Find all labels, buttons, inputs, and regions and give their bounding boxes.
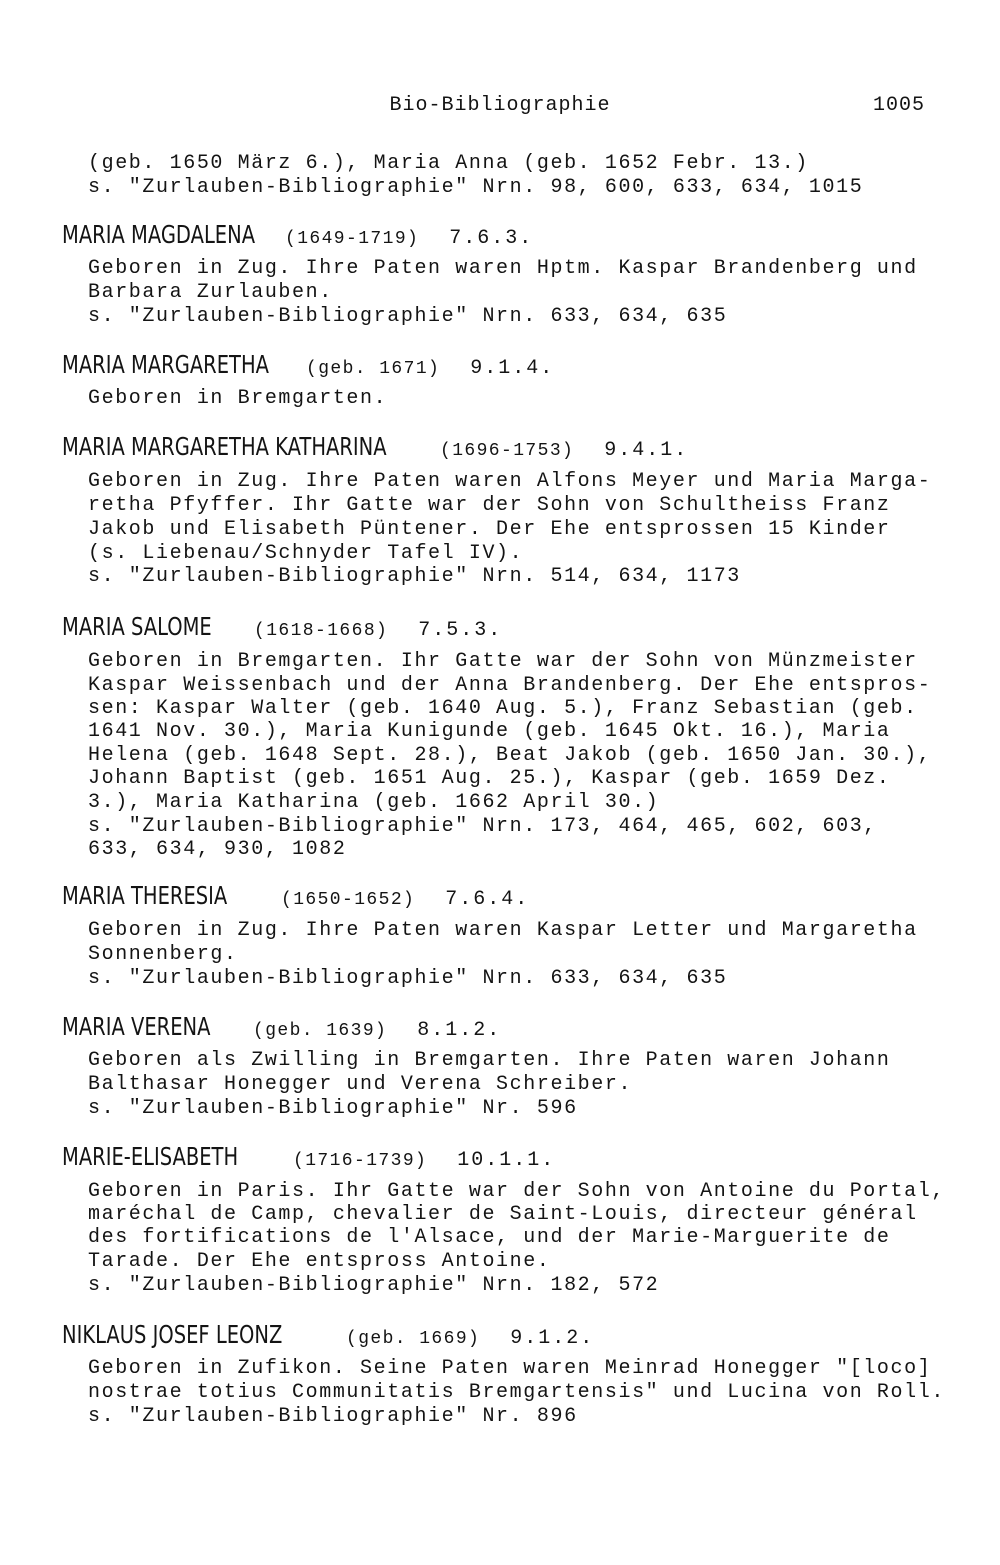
entry-code: 9.1.2. [510,1327,595,1350]
intro-line: s. "Zurlauben-Bibliographie" Nrn. 98, 600, 633, 634, 1015 [88,176,864,199]
entry-line: Geboren in Zug. Ihre Paten waren Hptm. Kaspar Brandenberg und [88,257,918,280]
entry-line: Geboren in Zug. Ihre Paten waren Kaspar Letter und Margaretha [88,919,918,942]
entry-heading [62,881,529,911]
entry-name: MARIE-ELISABETH [62,1142,239,1171]
entry-line: retha Pfyffer. Ihr Gatte war der Sohn von Schultheiss Franz [88,494,891,517]
entry-line: sen: Kaspar Walter (geb. 1640 Aug. 5.), Franz Sebastian (geb. [88,697,918,720]
entry-heading [62,612,502,642]
entry-line: Geboren in Paris. Ihr Gatte war der Sohn von Antoine du Portal, [88,1180,945,1203]
entry-name: MARIA MARGARETHA KATHARINA [62,432,387,461]
entry-heading [62,1320,594,1350]
entry-code: 8.1.2. [417,1019,502,1042]
entry-code: 9.4.1. [604,439,689,462]
entry-line: Sonnenberg. [88,943,238,966]
entry-heading [62,350,554,380]
entry-dates: (1650-1652) [281,890,416,910]
entry-line: nostrae totius Communitatis Bremgartensis" und Lucina von Roll. [88,1381,945,1404]
entry-line: s. "Zurlauben-Bibliographie" Nr. 896 [88,1405,578,1428]
entry-line: Geboren in Bremgarten. Ihr Gatte war der Sohn von Münzmeister [88,650,918,673]
entry-line: Geboren in Bremgarten. [88,387,388,410]
entry-code: 7.6.3. [449,227,534,250]
entry-heading [62,1142,555,1172]
entry-line: s. "Zurlauben-Bibliographie" Nrn. 633, 634, 635 [88,967,728,990]
entry-line: Helena (geb. 1648 Sept. 28.), Beat Jakob (geb. 1650 Jan. 30.), [88,744,932,767]
entry-dates: (1618-1668) [254,621,389,641]
entry-name: MARIA SALOME [62,612,212,641]
entry-line: 633, 634, 930, 1082 [88,838,347,861]
entry-line: s. "Zurlauben-Bibliographie" Nrn. 514, 634, 1173 [88,565,741,588]
entry-heading [62,1012,501,1042]
page-number: 1005 [873,94,926,117]
entry-line: 1641 Nov. 30.), Maria Kunigunde (geb. 1645 Okt. 16.), Maria [88,720,891,743]
entry-dates: (1716-1739) [293,1151,428,1171]
entry-line: Barbara Zurlauben. [88,281,333,304]
entry-code: 10.1.1. [457,1149,556,1172]
entry-line: Tarade. Der Ehe entspross Antoine. [88,1250,551,1273]
entry-name: MARIA MAGDALENA [62,220,256,249]
entry-line: Balthasar Honegger und Verena Schreiber. [88,1073,633,1096]
entry-line: 3.), Maria Katharina (geb. 1662 April 30.) [88,791,660,814]
entry-dates: (geb. 1669) [346,1329,481,1349]
entry-code: 7.6.4. [445,888,530,911]
entry-heading [62,432,688,462]
entry-line: Geboren in Zufikon. Seine Paten waren Meinrad Honegger "[loco] [88,1357,932,1380]
intro-line: (geb. 1650 März 6.), Maria Anna (geb. 1652 Febr. 13.) [88,152,809,175]
entry-name: NIKLAUS JOSEF LEONZ [62,1320,283,1349]
entry-heading [62,220,533,250]
entry-line: Johann Baptist (geb. 1651 Aug. 25.), Kaspar (geb. 1659 Dez. [88,767,891,790]
entry-line: (s. Liebenau/Schnyder Tafel IV). [88,542,524,565]
entry-line: s. "Zurlauben-Bibliographie" Nrn. 633, 634, 635 [88,305,728,328]
entry-line: maréchal de Camp, chevalier de Saint-Louis, directeur général [88,1203,918,1226]
entry-code: 9.1.4. [470,357,555,380]
entry-line: s. "Zurlauben-Bibliographie" Nrn. 173, 464, 465, 602, 603, [88,815,877,838]
entry-line: Kaspar Weissenbach und der Anna Brandenberg. Der Ehe entspros- [88,674,932,697]
entry-name: MARIA MARGARETHA [62,350,269,379]
entry-dates: (1696-1753) [440,441,575,461]
entry-line: s. "Zurlauben-Bibliographie" Nrn. 182, 572 [88,1274,660,1297]
entry-line: Geboren in Zug. Ihre Paten waren Alfons Meyer und Maria Marga- [88,470,932,493]
entry-name: MARIA VERENA [62,1012,211,1041]
entry-dates: (1649-1719) [285,229,420,249]
entry-dates: (geb. 1671) [306,359,441,379]
entry-name: MARIA THERESIA [62,881,228,910]
entry-code: 7.5.3. [418,619,503,642]
entry-line: Geboren als Zwilling in Bremgarten. Ihre Paten waren Johann [88,1049,891,1072]
entry-line: des fortifications de l'Alsace, und der Marie-Marguerite de [88,1226,891,1249]
page-header-title: Bio-Bibliographie [389,94,611,117]
entry-line: s. "Zurlauben-Bibliographie" Nr. 596 [88,1097,578,1120]
entry-line: Jakob und Elisabeth Püntener. Der Ehe entsprossen 15 Kinder [88,518,891,541]
entry-dates: (geb. 1639) [253,1021,388,1041]
